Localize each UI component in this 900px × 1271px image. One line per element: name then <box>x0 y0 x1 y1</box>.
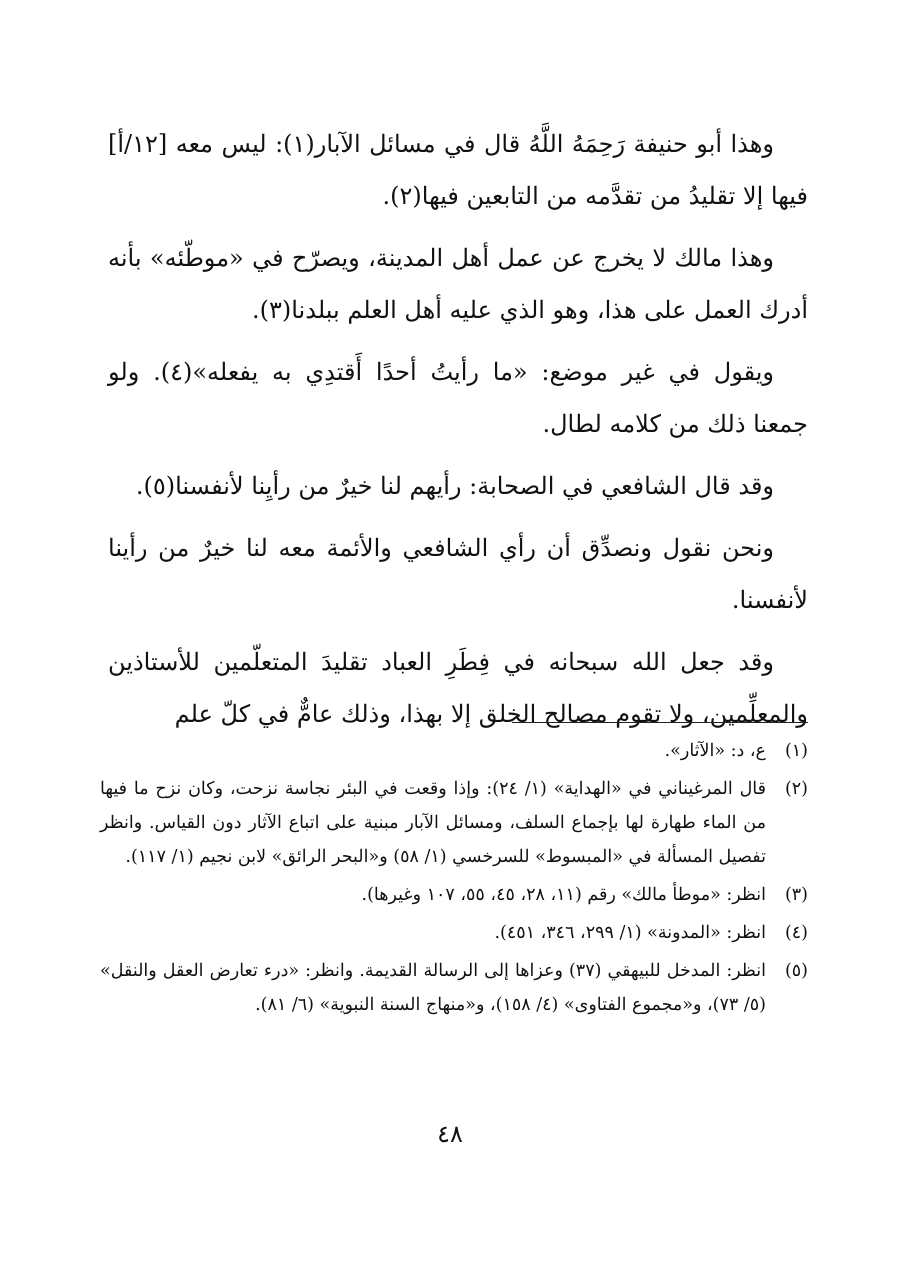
paragraph-1: وهذا أبو حنيفة رَحِمَهُ اللَّهُ قال في مسائل الآبار(١): ليس معه [١٢/أ] فيها إلا تقليدُ من تقدَّمه من التابعين فيها(٢). <box>108 130 808 210</box>
paragraph-6: وقد جعل الله سبحانه في فِطَرِ العباد تقليدَ المتعلّمين للأستاذين والمعلِّمين، ولا تقوم مصالح الخلق إلا بهذا، وذلك عامٌّ في كلّ علم <box>108 648 808 728</box>
footnote-number: (٥) <box>784 961 808 981</box>
paragraph-5: ونحن نقول ونصدِّق أن رأي الشافعي والأئمة معه لنا خيرٌ من رأينا لأنفسنا. <box>108 534 808 614</box>
page-number: ٤٨ <box>437 1120 463 1148</box>
footnotes <box>100 734 808 1026</box>
footnote-number: (١) <box>784 741 808 761</box>
footnote-number: (٤) <box>784 923 808 943</box>
footnote-text: انظر: «موطأ مالك» رقم (١١، ٢٨، ٤٥، ٥٥، ١٠٧ وغيرها). <box>361 885 766 905</box>
footnote-number: (٢) <box>784 779 808 799</box>
main-text <box>108 118 808 750</box>
paragraph-3: ويقول في غير موضع: «ما رأيتُ أحدًا أَقتدِي به يفعله»(٤). ولو جمعنا ذلك من كلامه لطال. <box>108 358 808 438</box>
footnote-3 <box>100 878 808 912</box>
footnote-text: قال المرغيناني في «الهداية» (١/ ٢٤): وإذا وقعت في البئر نجاسة نزحت، وكان نزح ما فيها من الماء طهارة لها بإجماع السلف، ومسائل الآبار مبنية على اتباع الآثار دون القياس. وانظر تفصيل المسألة في «المبسوط» للسرخسي (١/ ٥٨) و«البحر الرائق» لابن نجيم (١/ ١١٧). <box>100 779 766 867</box>
footnote-number: (٣) <box>784 885 808 905</box>
footnote-text: انظر: «المدونة» (١/ ٢٩٩، ٣٤٦، ٤٥١). <box>494 923 766 943</box>
footnote-text: ع، د: «الآثار». <box>664 741 766 761</box>
footnote-1 <box>100 734 808 768</box>
footnote-separator <box>512 722 808 723</box>
footnote-4 <box>100 916 808 950</box>
paragraph-2: وهذا مالك لا يخرج عن عمل أهل المدينة، ويصرّح في «موطّئه» بأنه أدرك العمل على هذا، وهو الذي عليه أهل العلم ببلدنا(٣). <box>108 244 808 324</box>
paragraph-4: وقد قال الشافعي في الصحابة: رأيهم لنا خيرٌ من رأيِنا لأنفسنا(٥). <box>135 472 774 500</box>
footnote-5 <box>100 954 808 1022</box>
footnote-2 <box>100 772 808 874</box>
footnote-text: انظر: المدخل للبيهقي (٣٧) وعزاها إلى الرسالة القديمة. وانظر: «درء تعارض العقل والنقل» (٥/ ٧٣)، و«مجموع الفتاوى» (٤/ ١٥٨)، و«منهاج السنة النبوية» (٦/ ٨١). <box>100 961 766 1015</box>
